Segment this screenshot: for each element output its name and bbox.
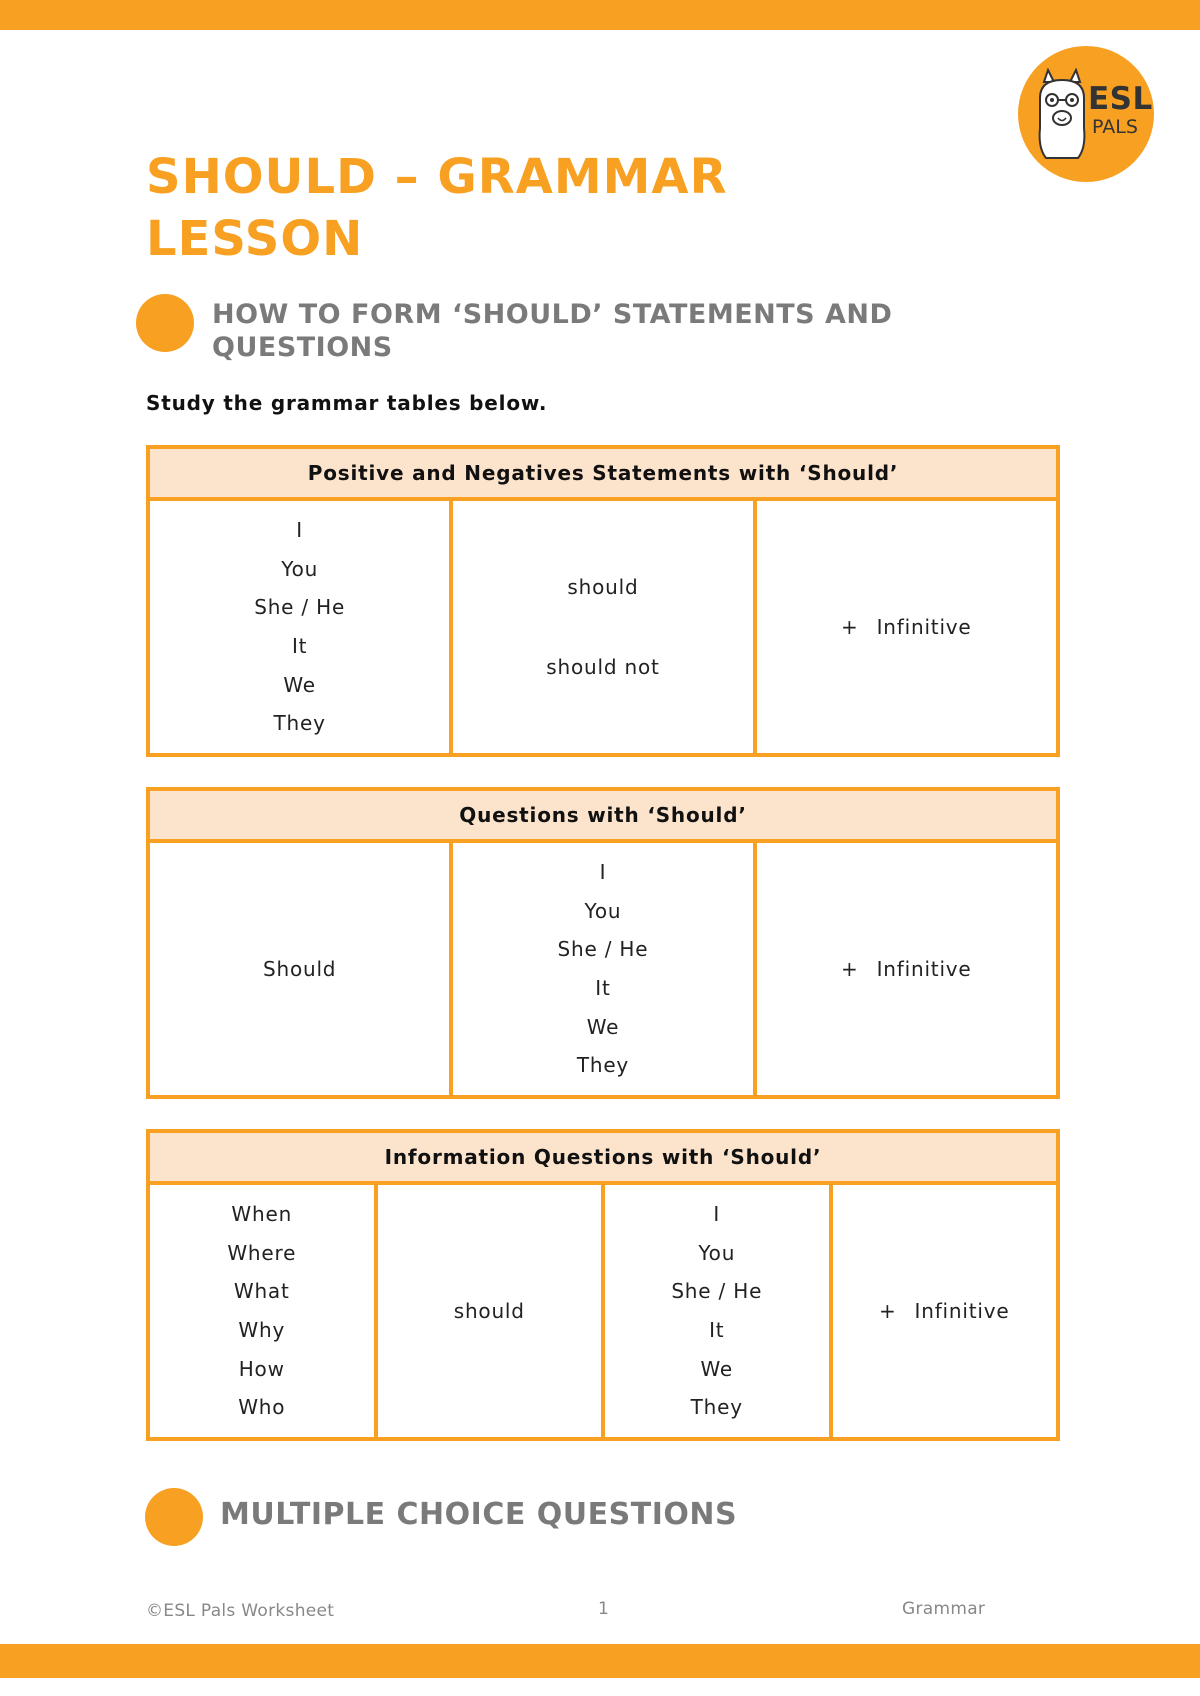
modal-cell xyxy=(148,841,451,1097)
modal-verb: should xyxy=(567,575,639,599)
top-accent-bar xyxy=(0,0,1200,30)
esl-pals-logo xyxy=(1018,46,1154,182)
subject-pronoun: She / He xyxy=(254,595,346,620)
modal-cell xyxy=(451,499,754,755)
wh-word: What xyxy=(233,1279,290,1304)
subjects-cell xyxy=(451,841,754,1097)
footer-page-number: 1 xyxy=(598,1599,610,1619)
subject-pronoun: I xyxy=(296,517,303,542)
modal-verb: Should xyxy=(262,957,337,981)
subject-pronoun: She / He xyxy=(557,937,649,962)
plus-sign: + xyxy=(878,1299,897,1323)
section-bullet-icon xyxy=(145,1488,203,1546)
subject-pronoun: It xyxy=(595,976,611,1000)
table-header: Positive and Negatives Statements with ‘Should’ xyxy=(148,447,1058,499)
page-title: SHOULD – GRAMMAR LESSON xyxy=(146,149,728,267)
infinitive-label: Infinitive xyxy=(876,615,972,639)
information-questions-table xyxy=(146,1129,1060,1441)
footer-category: Grammar xyxy=(902,1599,986,1619)
subjects-cell xyxy=(148,499,451,755)
subject-pronoun: You xyxy=(698,1240,736,1265)
questions-table xyxy=(146,787,1060,1099)
subject-pronoun: We xyxy=(586,1014,620,1039)
section-bullet-icon xyxy=(136,294,194,352)
infinitive-cell xyxy=(755,499,1058,755)
instruction-text: Study the grammar tables below. xyxy=(146,391,548,415)
footer-copyright: ©ESL Pals Worksheet xyxy=(146,1601,335,1621)
subject-pronoun: They xyxy=(273,711,326,736)
wh-words-cell xyxy=(148,1183,376,1439)
subject-pronoun: She / He xyxy=(671,1279,763,1304)
subject-pronoun: I xyxy=(599,859,607,884)
subject-pronoun: I xyxy=(713,1201,721,1226)
wh-word: How xyxy=(238,1356,285,1381)
infinitive-cell xyxy=(755,841,1058,1097)
subject-pronoun: It xyxy=(291,634,308,658)
subjects-cell xyxy=(603,1183,831,1439)
table-header: Information Questions with ‘Should’ xyxy=(148,1131,1058,1183)
plus-sign: + xyxy=(841,957,859,981)
section-heading: MULTIPLE CHOICE QUESTIONS xyxy=(220,1497,738,1532)
subject-pronoun: They xyxy=(690,1395,743,1420)
logo-text-primary: ESL xyxy=(1088,81,1153,117)
modal-verb: should xyxy=(453,1299,525,1323)
subject-pronoun: You xyxy=(281,556,319,581)
infinitive-label: Infinitive xyxy=(914,1299,1010,1323)
infinitive-cell xyxy=(831,1183,1059,1439)
wh-word: When xyxy=(231,1201,293,1226)
subject-pronoun: They xyxy=(576,1053,630,1078)
subject-pronoun: It xyxy=(709,1318,725,1342)
modal-cell xyxy=(376,1183,604,1439)
subject-pronoun: We xyxy=(283,672,316,697)
llama-icon xyxy=(1034,68,1092,160)
wh-word: Why xyxy=(238,1318,286,1342)
positive-negative-statements-table xyxy=(146,445,1060,757)
infinitive-label: Infinitive xyxy=(876,957,972,981)
subject-pronoun: You xyxy=(584,898,622,923)
plus-sign: + xyxy=(841,615,859,639)
table-header: Questions with ‘Should’ xyxy=(148,789,1058,841)
wh-word: Who xyxy=(238,1395,286,1420)
section-heading: HOW TO FORM ‘SHOULD’ STATEMENTS AND QUESTIONS xyxy=(212,299,893,363)
logo-text-secondary: PALS xyxy=(1092,116,1138,138)
bottom-accent-bar xyxy=(0,1644,1200,1678)
wh-word: Where xyxy=(227,1240,297,1265)
subject-pronoun: We xyxy=(700,1356,733,1381)
modal-verb: should not xyxy=(546,655,660,679)
